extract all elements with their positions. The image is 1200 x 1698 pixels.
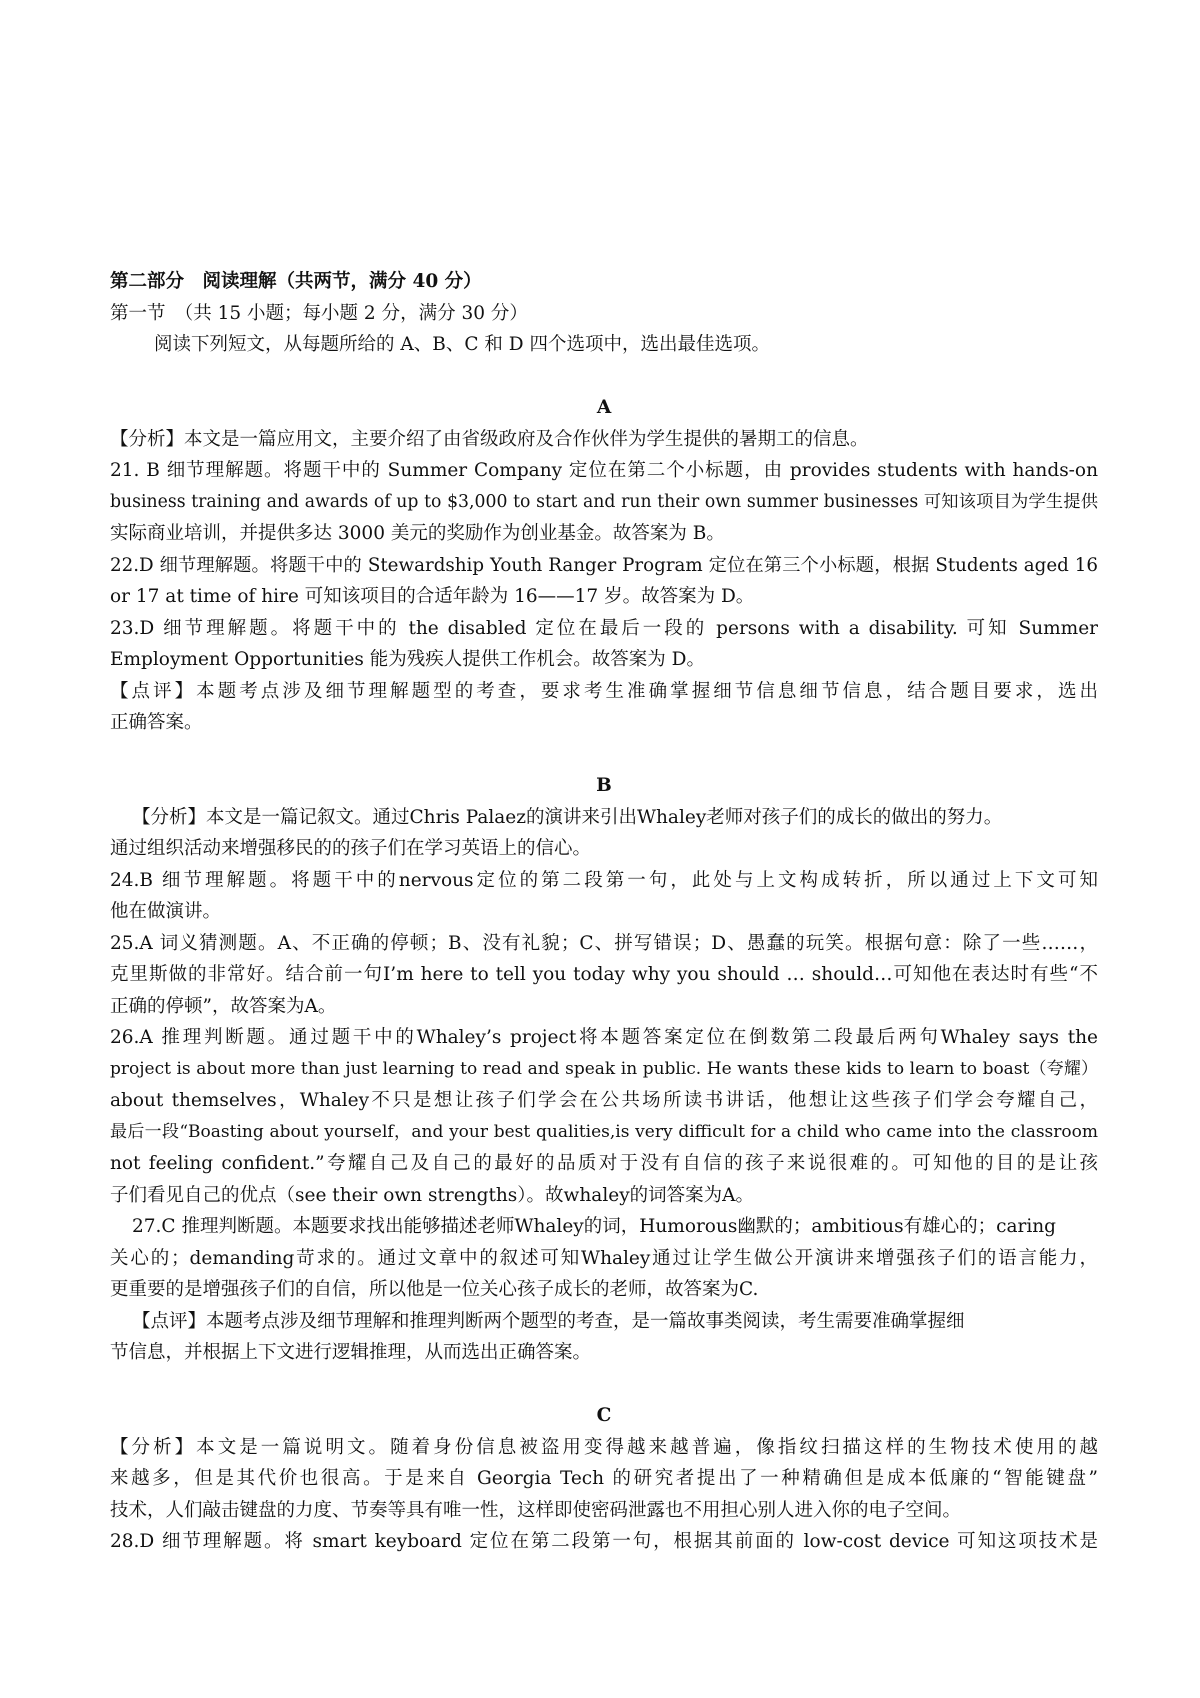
section-a-line: 【点评】本题考点涉及细节理解题型的考查，要求考生准确掌握细节信息细节信息，结合题目要求，选出: [110, 680, 1098, 702]
section-b-letter: B: [596, 775, 612, 796]
section-a-line: 22.D 细节理解题。将题干中的 Stewardship Youth Ranger Program 定位在第三个小标题，根据 Students aged 16: [110, 554, 1098, 576]
section-a-line: 实际商业培训，并提供多达 3000 美元的奖励作为创业基金。故答案为 B。: [110, 523, 725, 544]
section-c-line: 来越多，但是其代价也很高。于是来自 Georgia Tech 的研究者提出了一种精确但是成本低廉的“智能键盘”: [110, 1468, 1098, 1489]
section-a-line: 正确答案。: [110, 712, 203, 733]
section-a-line: Employment Opportunities 能为残疾人提供工作机会。故答案为 D。: [110, 649, 706, 670]
section-a-line: 21. B 细节理解题。将题干中的 Summer Company 定位在第二个小标题，由 provides students with hands-on: [110, 460, 1098, 481]
section-b-line: 最后一段“Boasting about yourself，and your best qualities,is very difficult for a child who came into the classroom: [110, 1121, 1098, 1142]
section-b-line: project is about more than just learning to read and speak in public. He wants these kids to learn to boast（夸耀）: [110, 1058, 1098, 1079]
section-heading: 第一节 （共 15 小题；每小题 2 分，满分 30 分）: [110, 302, 528, 324]
section-b-line: 【点评】本题考点涉及细节理解和推理判断两个题型的考查，是一篇故事类阅读，考生需要准确掌握细: [132, 1310, 965, 1332]
section-c-line: 技术，人们敲击键盘的力度、节奏等具有唯一性，这样即使密码泄露也不用担心别人进入你的电子空间。: [110, 1499, 962, 1521]
section-c-letter: C: [596, 1405, 612, 1426]
section-b-line: 正确的停顿”，故答案为A。: [110, 995, 337, 1017]
document-body: [110, 266, 1098, 1558]
section-b-line: 通过组织活动来增强移民的的孩子们在学习英语上的信心。: [110, 838, 592, 859]
section-b-line: about themselves，Whaley不只是想让孩子们学会在公共场所读书讲话，他想让这些孩子们学会夸耀自己，: [110, 1090, 1098, 1111]
section-a-line: business training and awards of up to $3,000 to start and run their own summer businesses 可知该项目为学生提供: [110, 491, 1098, 512]
section-b-line: 27.C 推理判断题。本题要求找出能够描述老师Whaley的词，Humorous幽默的；ambitious有雄心的；caring: [132, 1216, 1056, 1237]
section-c-line: 【分析】本文是一篇说明文。随着身份信息被盗用变得越来越普遍，像指纹扫描这样的生物技术使用的越: [110, 1436, 1098, 1458]
section-b-line: 更重要的是增强孩子们的自信，所以他是一位关心孩子成长的老师，故答案为C.: [110, 1279, 759, 1300]
section-b-line: not feeling confident.”夸耀自己及自己的最好的品质对于没有自信的孩子来说很难的。可知他的目的是让孩: [110, 1153, 1098, 1174]
section-a-letter: A: [596, 397, 612, 418]
part-heading: 第二部分 阅读理解（共两节，满分 40 分）: [110, 271, 482, 292]
section-b-line: 24.B 细节理解题。将题干中的nervous定位的第二段第一句，此处与上文构成转折，所以通过上下文可知: [110, 869, 1098, 891]
section-b-line: 26.A 推理判断题。通过题干中的Whaley’s project将本题答案定位在倒数第二段最后两句Whaley says the: [110, 1027, 1098, 1048]
section-b-line: 他在做演讲。: [110, 901, 222, 922]
section-b-line: 子们看见自己的优点（see their own strengths）。故whaley的词答案为A。: [110, 1184, 755, 1206]
section-a-line: 【分析】本文是一篇应用文，主要介绍了由省级政府及合作伙伴为学生提供的暑期工的信息。: [110, 428, 869, 450]
section-c-line: 28.D 细节理解题。将 smart keyboard 定位在第二段第一句，根据其前面的 low-cost device 可知这项技术是: [110, 1531, 1098, 1552]
section-b-line: 关心的；demanding苛求的。通过文章中的叙述可知Whaley通过让学生做公开演讲来增强孩子们的语言能力，: [110, 1247, 1098, 1269]
section-b-line: 25.A 词义猜测题。A、不正确的停顿；B、没有礼貌；C、拼写错误；D、愚蠢的玩笑。根据句意：除了一些……，: [110, 932, 1098, 954]
instruction: 阅读下列短文，从每题所给的 A、B、C 和 D 四个选项中，选出最佳选项。: [154, 334, 770, 355]
section-b-line: 节信息，并根据上下文进行逻辑推理，从而选出正确答案。: [110, 1342, 592, 1363]
section-b-line: 克里斯做的非常好。结合前一句I’m here to tell you today why you should … should…可知他在表达时有些“不: [110, 964, 1098, 985]
section-b-line: 【分析】本文是一篇记叙文。通过Chris Palaez的演讲来引出Whaley老师对孩子们的成长的做出的努力。: [132, 806, 1003, 828]
section-a-line: 23.D 细节理解题。将题干中的 the disabled 定位在最后一段的 persons with a disability. 可知 Summer: [110, 617, 1098, 639]
section-a-line: or 17 at time of hire 可知该项目的合适年龄为 16——17 岁。故答案为 D。: [110, 586, 755, 607]
